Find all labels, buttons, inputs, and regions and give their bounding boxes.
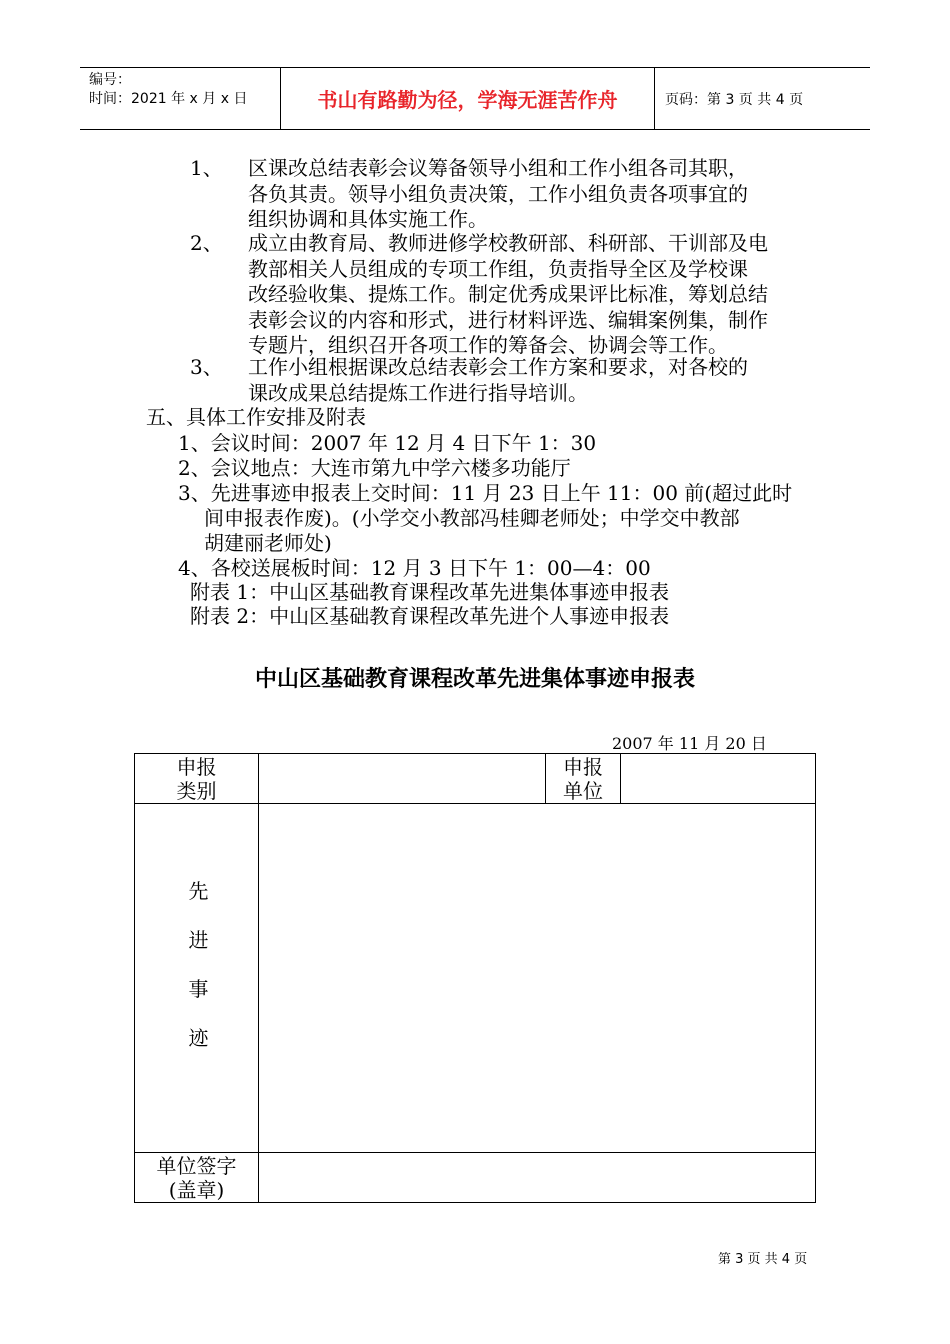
schedule-line: 胡建丽老师处) [204, 531, 332, 555]
schedule-line: 4、各校送展板时间：12 月 3 日下午 1：00—4：00 [178, 556, 651, 580]
form-title: 中山区基础教育课程改革先进集体事迹申报表 [254, 667, 695, 692]
schedule-line: 2、会议地点：大连市第九中学六楼多功能厅 [178, 456, 571, 480]
page-footer: 第 3 页 共 4 页 [718, 1252, 808, 1267]
item-line: 专题片，组织召开各项工作的筹备会、协调会等工作。 [248, 333, 728, 357]
type-field[interactable] [259, 754, 546, 804]
header-code: 编号： [89, 72, 131, 88]
form-date: 2007 年 11 月 20 日 [612, 734, 767, 753]
sign-field[interactable] [259, 1153, 816, 1203]
schedule-line: 间申报表作废)。(小学交小教部冯桂卿老师处；中学交中教部 [204, 506, 740, 530]
item-line: 表彰会议的内容和形式，进行材料评选、编辑案例集，制作 [248, 307, 768, 332]
header-page-info: 页码：第 3 页 共 4 页 [665, 91, 804, 108]
item-line: 成立由教育局、教师进修学校教研部、科研部、干训部及电 [248, 231, 768, 255]
sign-label: 单位签字 (盖章) [135, 1153, 259, 1203]
item-line: 改经验收集、提炼工作。制定优秀成果评比标准，筹划总结 [248, 282, 768, 306]
item-line: 课改成果总结提炼工作进行指导培训。 [248, 380, 588, 405]
header-meta [80, 68, 281, 129]
page-header [80, 67, 870, 130]
item-line: 组织协调和具体实施工作。 [248, 207, 488, 231]
application-form [134, 753, 816, 1203]
type-label: 申报 类别 [135, 754, 259, 804]
header-motto: 书山有路勤为径，学海无涯苦作舟 [281, 68, 655, 129]
item-line: 各负其责。领导小组负责决策，工作小组负责各项事宜的 [248, 181, 748, 206]
unit-label: 申报 单位 [546, 754, 621, 804]
attachment-line: 附表 1：中山区基础教育课程改革先进集体事迹申报表 [190, 580, 670, 604]
item-line: 教部相关人员组成的专项工作组，负责指导全区及学校课 [248, 256, 748, 281]
item-line: 工作小组根据课改总结表彰会工作方案和要求，对各校的 [248, 355, 748, 379]
deeds-label: 先 进 事 迹 [135, 804, 259, 1153]
item-number: 2、 [190, 231, 223, 255]
item-line: 区课改总结表彰会议筹备领导小组和工作小组各司其职， [248, 156, 748, 180]
item-number: 1、 [190, 156, 223, 180]
header-time: 时间：2021 年 x 月 x 日 [89, 91, 248, 107]
schedule-line: 1、会议时间：2007 年 12 月 4 日下午 1：30 [178, 431, 597, 455]
unit-field[interactable] [621, 754, 816, 804]
item-number: 3、 [190, 355, 223, 379]
deeds-field[interactable] [259, 804, 816, 1153]
section-heading: 五、具体工作安排及附表 [146, 405, 366, 429]
attachment-line: 附表 2：中山区基础教育课程改革先进个人事迹申报表 [190, 604, 670, 628]
schedule-line: 3、先进事迹申报表上交时间：11 月 23 日上午 11：00 前(超过此时 [178, 481, 793, 505]
